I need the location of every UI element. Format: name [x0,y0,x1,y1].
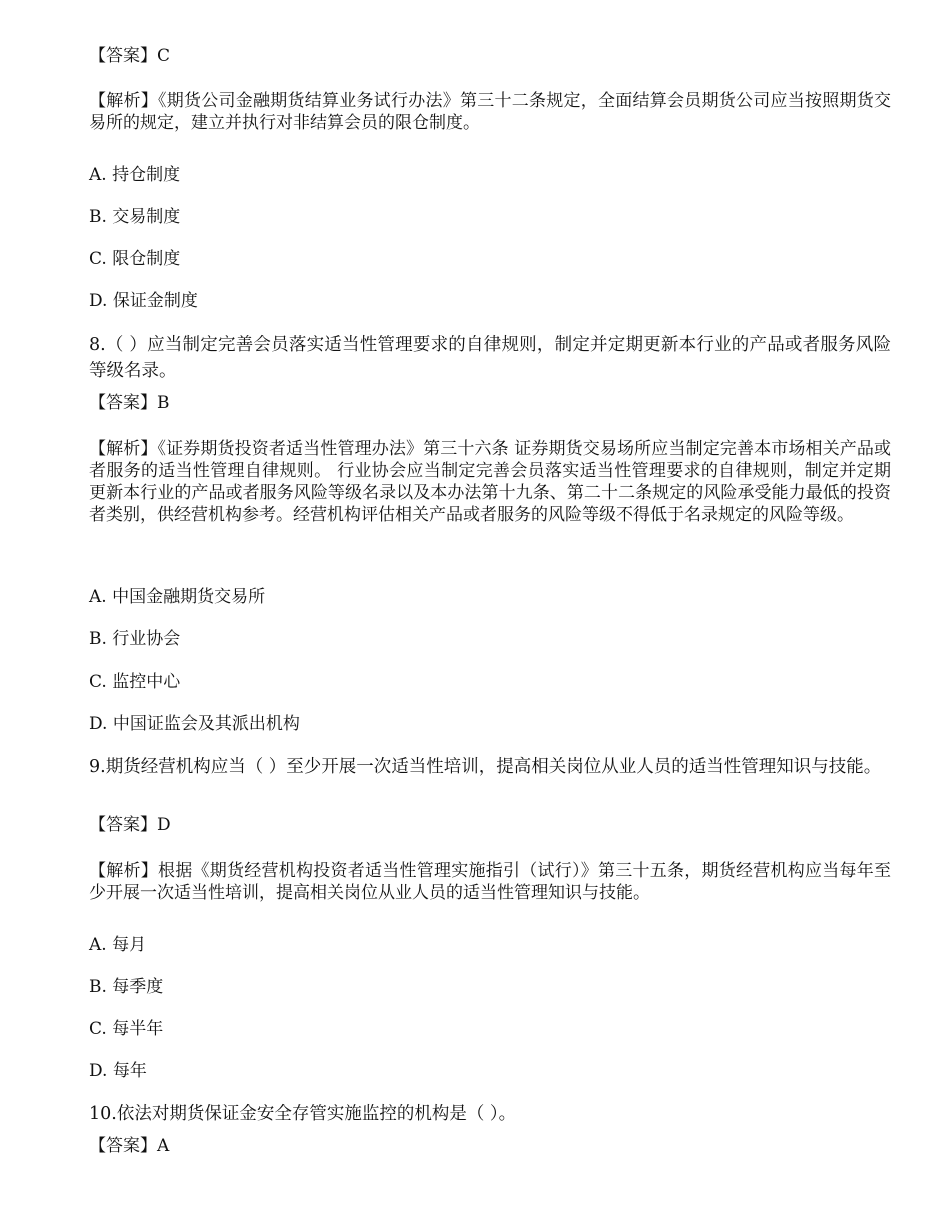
option-q9-d: D. 每年 [89,1061,147,1081]
question-9: 9.期货经营机构应当（ ）至少开展一次适当性培训，提高相关岗位从业人员的适当性管理知识与技能。 [89,757,882,777]
option-q9-b: B. 每季度 [89,977,164,997]
option-q9-a: A. 每月 [89,935,147,955]
analysis-q7: 【解析】《期货公司金融期货结算业务试行办法》第三十二条规定，全面结算会员期货公司应当按照期货交易所的规定，建立并执行对非结算会员的限仓制度。 [89,91,891,133]
option-q7-a: A. 持仓制度 [89,165,181,185]
answer-q8: 【答案】B [89,393,170,413]
question-10: 10.依法对期货保证金安全存管实施监控的机构是（ ）。 [89,1104,517,1124]
option-q8-a: A. 中国金融期货交易所 [89,587,266,607]
option-q7-b: B. 交易制度 [89,207,181,227]
answer-q7: 【答案】C [89,46,171,66]
option-q7-d: D. 保证金制度 [89,291,198,311]
analysis-q8: 【解析】《证券期货投资者适当性管理办法》第三十六条 证券期货交易场所应当制定完善本市场相关产品或者服务的适当性管理自律规则。 行业协会应当制定完善会员落实适当性管理要求的自律规则，制定并定期更新本行业的产品或者服务风险等级名录以及本办法第十九条、第二十二条规定的风险承受能力最低的投资者类别，供经营机构参考。经营机构评估相关产品或者服务的风险等级不得低于名录规定的风险等级。 [89,439,891,525]
answer-q10: 【答案】A [89,1136,170,1156]
option-q8-d: D. 中国证监会及其派出机构 [89,714,300,734]
option-q8-c: C. 监控中心 [89,672,181,692]
option-q9-c: C. 每半年 [89,1019,164,1039]
question-8: 8.（ ）应当制定完善会员落实适当性管理要求的自律规则，制定并定期更新本行业的产品或者服务风险等级名录。 [89,335,891,381]
analysis-q9: 【解析】根据《期货经营机构投资者适当性管理实施指引（试行）》第三十五条，期货经营机构应当每年至少开展一次适当性培训，提高相关岗位从业人员的适当性管理知识与技能。 [89,861,891,903]
answer-q9: 【答案】D [89,815,171,835]
option-q8-b: B. 行业协会 [89,629,181,649]
option-q7-c: C. 限仓制度 [89,249,181,269]
